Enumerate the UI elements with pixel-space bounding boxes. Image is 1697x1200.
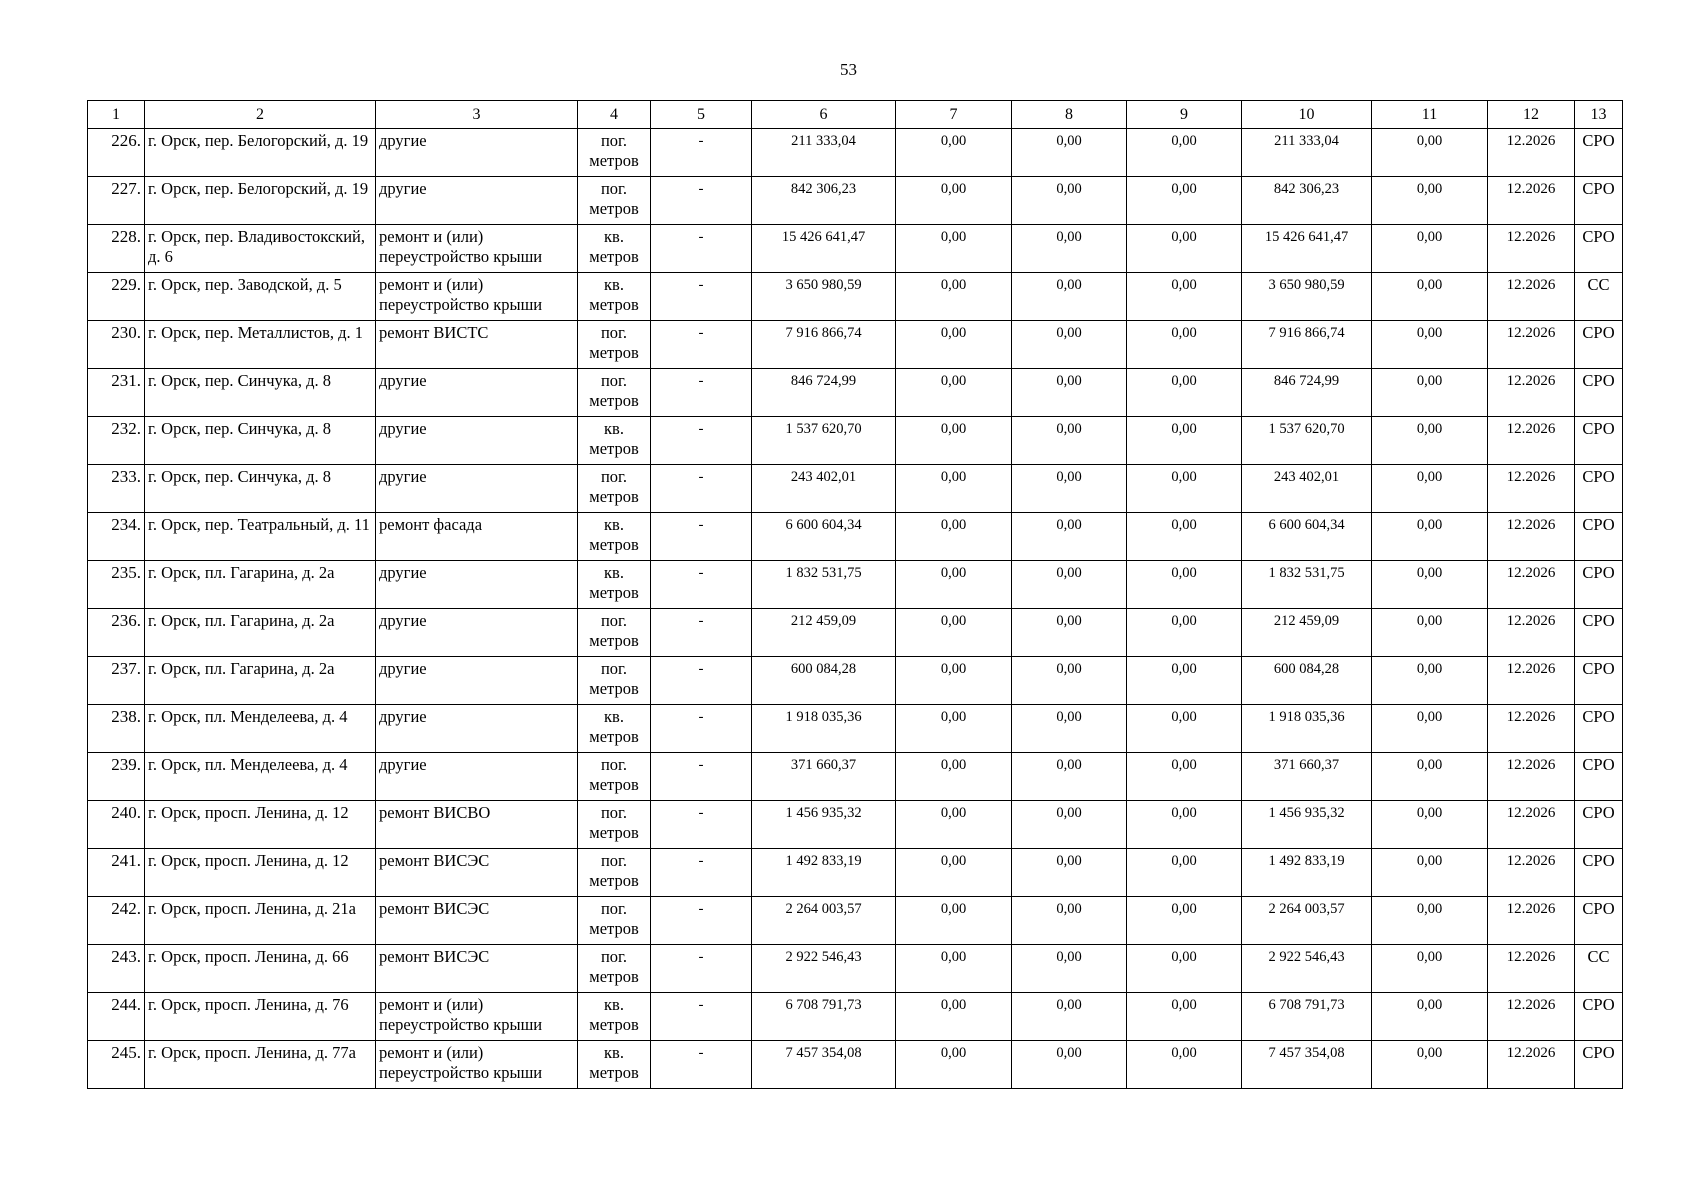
local-funds-cell: 0,00 — [1127, 273, 1242, 321]
fund-method-cell: СРО — [1575, 1041, 1623, 1089]
volume-cell: - — [651, 177, 752, 225]
other-funds-cell: 0,00 — [1372, 465, 1488, 513]
deadline-cell: 12.2026 — [1488, 513, 1575, 561]
unit-cell: пог. метров — [578, 609, 651, 657]
column-header: 11 — [1372, 101, 1488, 129]
table-row — [88, 321, 1623, 369]
other-funds-cell: 0,00 — [1372, 129, 1488, 177]
fund-method-cell: СРО — [1575, 513, 1623, 561]
regional-funds-cell: 0,00 — [1012, 897, 1127, 945]
total-cost-cell: 212 459,09 — [752, 609, 896, 657]
other-funds-cell: 0,00 — [1372, 561, 1488, 609]
table-row — [88, 609, 1623, 657]
owner-funds-cell: 842 306,23 — [1242, 177, 1372, 225]
work-type-cell: ремонт и (или) переустройство крыши — [376, 225, 578, 273]
row-number-cell: 243. — [88, 945, 145, 993]
owner-funds-cell: 1 832 531,75 — [1242, 561, 1372, 609]
unit-cell: кв. метров — [578, 1041, 651, 1089]
federal-funds-cell: 0,00 — [896, 321, 1012, 369]
fund-method-cell: СРО — [1575, 465, 1623, 513]
table-row — [88, 993, 1623, 1041]
row-number-cell: 244. — [88, 993, 145, 1041]
unit-cell: кв. метров — [578, 417, 651, 465]
unit-cell: кв. метров — [578, 993, 651, 1041]
unit-cell: пог. метров — [578, 657, 651, 705]
fund-method-cell: СРО — [1575, 225, 1623, 273]
table-row — [88, 801, 1623, 849]
total-cost-cell: 15 426 641,47 — [752, 225, 896, 273]
federal-funds-cell: 0,00 — [896, 801, 1012, 849]
regional-funds-cell: 0,00 — [1012, 945, 1127, 993]
local-funds-cell: 0,00 — [1127, 129, 1242, 177]
total-cost-cell: 6 708 791,73 — [752, 993, 896, 1041]
volume-cell: - — [651, 753, 752, 801]
federal-funds-cell: 0,00 — [896, 609, 1012, 657]
total-cost-cell: 243 402,01 — [752, 465, 896, 513]
unit-cell: пог. метров — [578, 369, 651, 417]
address-cell: г. Орск, пл. Менделеева, д. 4 — [145, 705, 376, 753]
local-funds-cell: 0,00 — [1127, 657, 1242, 705]
fund-method-cell: СРО — [1575, 993, 1623, 1041]
local-funds-cell: 0,00 — [1127, 417, 1242, 465]
owner-funds-cell: 15 426 641,47 — [1242, 225, 1372, 273]
total-cost-cell: 842 306,23 — [752, 177, 896, 225]
volume-cell: - — [651, 321, 752, 369]
row-number-cell: 235. — [88, 561, 145, 609]
volume-cell: - — [651, 465, 752, 513]
regional-funds-cell: 0,00 — [1012, 657, 1127, 705]
unit-cell: пог. метров — [578, 129, 651, 177]
unit-cell: пог. метров — [578, 945, 651, 993]
volume-cell: - — [651, 225, 752, 273]
other-funds-cell: 0,00 — [1372, 705, 1488, 753]
deadline-cell: 12.2026 — [1488, 657, 1575, 705]
table-row — [88, 177, 1623, 225]
table-body — [88, 129, 1623, 1089]
address-cell: г. Орск, пл. Гагарина, д. 2а — [145, 561, 376, 609]
volume-cell: - — [651, 849, 752, 897]
total-cost-cell: 3 650 980,59 — [752, 273, 896, 321]
column-header: 6 — [752, 101, 896, 129]
local-funds-cell: 0,00 — [1127, 753, 1242, 801]
federal-funds-cell: 0,00 — [896, 657, 1012, 705]
fund-method-cell: СРО — [1575, 129, 1623, 177]
table-row — [88, 705, 1623, 753]
work-type-cell: другие — [376, 561, 578, 609]
row-number-cell: 242. — [88, 897, 145, 945]
total-cost-cell: 1 918 035,36 — [752, 705, 896, 753]
table-header — [88, 101, 1623, 129]
other-funds-cell: 0,00 — [1372, 321, 1488, 369]
column-header: 1 — [88, 101, 145, 129]
work-type-cell: ремонт и (или) переустройство крыши — [376, 273, 578, 321]
column-header: 10 — [1242, 101, 1372, 129]
column-header: 8 — [1012, 101, 1127, 129]
federal-funds-cell: 0,00 — [896, 561, 1012, 609]
unit-cell: пог. метров — [578, 177, 651, 225]
row-number-cell: 240. — [88, 801, 145, 849]
regional-funds-cell: 0,00 — [1012, 993, 1127, 1041]
owner-funds-cell: 1 537 620,70 — [1242, 417, 1372, 465]
address-cell: г. Орск, пл. Гагарина, д. 2а — [145, 609, 376, 657]
deadline-cell: 12.2026 — [1488, 273, 1575, 321]
address-cell: г. Орск, пер. Театральный, д. 11 — [145, 513, 376, 561]
table-row — [88, 849, 1623, 897]
row-number-cell: 227. — [88, 177, 145, 225]
address-cell: г. Орск, просп. Ленина, д. 21а — [145, 897, 376, 945]
volume-cell: - — [651, 561, 752, 609]
owner-funds-cell: 243 402,01 — [1242, 465, 1372, 513]
other-funds-cell: 0,00 — [1372, 273, 1488, 321]
total-cost-cell: 7 457 354,08 — [752, 1041, 896, 1089]
address-cell: г. Орск, пер. Белогорский, д. 19 — [145, 129, 376, 177]
local-funds-cell: 0,00 — [1127, 369, 1242, 417]
row-number-cell: 237. — [88, 657, 145, 705]
volume-cell: - — [651, 945, 752, 993]
volume-cell: - — [651, 705, 752, 753]
fund-method-cell: СРО — [1575, 369, 1623, 417]
owner-funds-cell: 6 708 791,73 — [1242, 993, 1372, 1041]
work-type-cell: другие — [376, 465, 578, 513]
federal-funds-cell: 0,00 — [896, 1041, 1012, 1089]
federal-funds-cell: 0,00 — [896, 369, 1012, 417]
table-row — [88, 129, 1623, 177]
work-type-cell: ремонт ВИСВО — [376, 801, 578, 849]
address-cell: г. Орск, пл. Гагарина, д. 2а — [145, 657, 376, 705]
owner-funds-cell: 2 264 003,57 — [1242, 897, 1372, 945]
work-type-cell: ремонт и (или) переустройство крыши — [376, 993, 578, 1041]
column-header: 4 — [578, 101, 651, 129]
column-header: 5 — [651, 101, 752, 129]
regional-funds-cell: 0,00 — [1012, 705, 1127, 753]
unit-cell: пог. метров — [578, 801, 651, 849]
address-cell: г. Орск, просп. Ленина, д. 12 — [145, 849, 376, 897]
local-funds-cell: 0,00 — [1127, 945, 1242, 993]
address-cell: г. Орск, пер. Заводской, д. 5 — [145, 273, 376, 321]
fund-method-cell: СРО — [1575, 321, 1623, 369]
other-funds-cell: 0,00 — [1372, 993, 1488, 1041]
address-cell: г. Орск, пер. Синчука, д. 8 — [145, 417, 376, 465]
work-type-cell: другие — [376, 753, 578, 801]
row-number-cell: 230. — [88, 321, 145, 369]
deadline-cell: 12.2026 — [1488, 753, 1575, 801]
owner-funds-cell: 6 600 604,34 — [1242, 513, 1372, 561]
regional-funds-cell: 0,00 — [1012, 801, 1127, 849]
federal-funds-cell: 0,00 — [896, 417, 1012, 465]
other-funds-cell: 0,00 — [1372, 945, 1488, 993]
total-cost-cell: 1 537 620,70 — [752, 417, 896, 465]
column-header: 2 — [145, 101, 376, 129]
unit-cell: кв. метров — [578, 561, 651, 609]
row-number-cell: 234. — [88, 513, 145, 561]
table-row — [88, 897, 1623, 945]
local-funds-cell: 0,00 — [1127, 801, 1242, 849]
table-row — [88, 945, 1623, 993]
row-number-cell: 245. — [88, 1041, 145, 1089]
table-row — [88, 561, 1623, 609]
regional-funds-cell: 0,00 — [1012, 225, 1127, 273]
owner-funds-cell: 7 457 354,08 — [1242, 1041, 1372, 1089]
row-number-cell: 229. — [88, 273, 145, 321]
table-row — [88, 513, 1623, 561]
local-funds-cell: 0,00 — [1127, 849, 1242, 897]
regional-funds-cell: 0,00 — [1012, 561, 1127, 609]
deadline-cell: 12.2026 — [1488, 609, 1575, 657]
other-funds-cell: 0,00 — [1372, 849, 1488, 897]
table-row — [88, 369, 1623, 417]
deadline-cell: 12.2026 — [1488, 369, 1575, 417]
regional-funds-cell: 0,00 — [1012, 465, 1127, 513]
deadline-cell: 12.2026 — [1488, 849, 1575, 897]
address-cell: г. Орск, пер. Владивостокский, д. 6 — [145, 225, 376, 273]
deadline-cell: 12.2026 — [1488, 225, 1575, 273]
fund-method-cell: СРО — [1575, 801, 1623, 849]
fund-method-cell: СРО — [1575, 705, 1623, 753]
row-number-cell: 236. — [88, 609, 145, 657]
deadline-cell: 12.2026 — [1488, 465, 1575, 513]
address-cell: г. Орск, просп. Ленина, д. 66 — [145, 945, 376, 993]
federal-funds-cell: 0,00 — [896, 177, 1012, 225]
capital-repair-table — [87, 100, 1623, 1089]
row-number-cell: 231. — [88, 369, 145, 417]
total-cost-cell: 211 333,04 — [752, 129, 896, 177]
regional-funds-cell: 0,00 — [1012, 513, 1127, 561]
fund-method-cell: СРО — [1575, 177, 1623, 225]
fund-method-cell: СС — [1575, 945, 1623, 993]
deadline-cell: 12.2026 — [1488, 993, 1575, 1041]
local-funds-cell: 0,00 — [1127, 609, 1242, 657]
fund-method-cell: СРО — [1575, 753, 1623, 801]
fund-method-cell: СРО — [1575, 561, 1623, 609]
federal-funds-cell: 0,00 — [896, 993, 1012, 1041]
regional-funds-cell: 0,00 — [1012, 1041, 1127, 1089]
other-funds-cell: 0,00 — [1372, 897, 1488, 945]
deadline-cell: 12.2026 — [1488, 177, 1575, 225]
total-cost-cell: 846 724,99 — [752, 369, 896, 417]
work-type-cell: ремонт и (или) переустройство крыши — [376, 1041, 578, 1089]
unit-cell: пог. метров — [578, 321, 651, 369]
address-cell: г. Орск, просп. Ленина, д. 12 — [145, 801, 376, 849]
local-funds-cell: 0,00 — [1127, 465, 1242, 513]
header-row — [88, 101, 1623, 129]
unit-cell: пог. метров — [578, 465, 651, 513]
deadline-cell: 12.2026 — [1488, 1041, 1575, 1089]
other-funds-cell: 0,00 — [1372, 801, 1488, 849]
owner-funds-cell: 600 084,28 — [1242, 657, 1372, 705]
other-funds-cell: 0,00 — [1372, 369, 1488, 417]
deadline-cell: 12.2026 — [1488, 945, 1575, 993]
address-cell: г. Орск, просп. Ленина, д. 76 — [145, 993, 376, 1041]
local-funds-cell: 0,00 — [1127, 561, 1242, 609]
volume-cell: - — [651, 1041, 752, 1089]
volume-cell: - — [651, 369, 752, 417]
regional-funds-cell: 0,00 — [1012, 321, 1127, 369]
table-row — [88, 225, 1623, 273]
regional-funds-cell: 0,00 — [1012, 417, 1127, 465]
other-funds-cell: 0,00 — [1372, 513, 1488, 561]
address-cell: г. Орск, пер. Металлистов, д. 1 — [145, 321, 376, 369]
page-number: 53 — [840, 60, 857, 79]
column-header: 7 — [896, 101, 1012, 129]
federal-funds-cell: 0,00 — [896, 129, 1012, 177]
volume-cell: - — [651, 273, 752, 321]
work-type-cell: другие — [376, 417, 578, 465]
deadline-cell: 12.2026 — [1488, 561, 1575, 609]
address-cell: г. Орск, пер. Синчука, д. 8 — [145, 369, 376, 417]
federal-funds-cell: 0,00 — [896, 897, 1012, 945]
table-row — [88, 417, 1623, 465]
owner-funds-cell: 371 660,37 — [1242, 753, 1372, 801]
federal-funds-cell: 0,00 — [896, 465, 1012, 513]
local-funds-cell: 0,00 — [1127, 705, 1242, 753]
unit-cell: пог. метров — [578, 753, 651, 801]
owner-funds-cell: 1 492 833,19 — [1242, 849, 1372, 897]
table-row — [88, 657, 1623, 705]
volume-cell: - — [651, 897, 752, 945]
unit-cell: кв. метров — [578, 705, 651, 753]
owner-funds-cell: 2 922 546,43 — [1242, 945, 1372, 993]
other-funds-cell: 0,00 — [1372, 1041, 1488, 1089]
local-funds-cell: 0,00 — [1127, 993, 1242, 1041]
other-funds-cell: 0,00 — [1372, 609, 1488, 657]
table-row — [88, 465, 1623, 513]
volume-cell: - — [651, 657, 752, 705]
work-type-cell: другие — [376, 129, 578, 177]
row-number-cell: 228. — [88, 225, 145, 273]
column-header: 12 — [1488, 101, 1575, 129]
address-cell: г. Орск, просп. Ленина, д. 77а — [145, 1041, 376, 1089]
volume-cell: - — [651, 993, 752, 1041]
regional-funds-cell: 0,00 — [1012, 609, 1127, 657]
owner-funds-cell: 846 724,99 — [1242, 369, 1372, 417]
regional-funds-cell: 0,00 — [1012, 129, 1127, 177]
local-funds-cell: 0,00 — [1127, 177, 1242, 225]
column-header: 13 — [1575, 101, 1623, 129]
total-cost-cell: 600 084,28 — [752, 657, 896, 705]
local-funds-cell: 0,00 — [1127, 321, 1242, 369]
other-funds-cell: 0,00 — [1372, 657, 1488, 705]
other-funds-cell: 0,00 — [1372, 225, 1488, 273]
unit-cell: кв. метров — [578, 225, 651, 273]
row-number-cell: 241. — [88, 849, 145, 897]
work-type-cell: ремонт фасада — [376, 513, 578, 561]
total-cost-cell: 6 600 604,34 — [752, 513, 896, 561]
column-header: 9 — [1127, 101, 1242, 129]
other-funds-cell: 0,00 — [1372, 177, 1488, 225]
total-cost-cell: 1 456 935,32 — [752, 801, 896, 849]
volume-cell: - — [651, 513, 752, 561]
column-header: 3 — [376, 101, 578, 129]
unit-cell: пог. метров — [578, 849, 651, 897]
table-row — [88, 753, 1623, 801]
total-cost-cell: 1 492 833,19 — [752, 849, 896, 897]
regional-funds-cell: 0,00 — [1012, 369, 1127, 417]
owner-funds-cell: 7 916 866,74 — [1242, 321, 1372, 369]
federal-funds-cell: 0,00 — [896, 945, 1012, 993]
deadline-cell: 12.2026 — [1488, 897, 1575, 945]
work-type-cell: ремонт ВИСЭС — [376, 897, 578, 945]
federal-funds-cell: 0,00 — [896, 513, 1012, 561]
federal-funds-cell: 0,00 — [896, 753, 1012, 801]
total-cost-cell: 371 660,37 — [752, 753, 896, 801]
fund-method-cell: СС — [1575, 273, 1623, 321]
regional-funds-cell: 0,00 — [1012, 273, 1127, 321]
work-type-cell: другие — [376, 657, 578, 705]
deadline-cell: 12.2026 — [1488, 321, 1575, 369]
address-cell: г. Орск, пл. Менделеева, д. 4 — [145, 753, 376, 801]
local-funds-cell: 0,00 — [1127, 225, 1242, 273]
deadline-cell: 12.2026 — [1488, 705, 1575, 753]
deadline-cell: 12.2026 — [1488, 417, 1575, 465]
work-type-cell: другие — [376, 177, 578, 225]
owner-funds-cell: 1 918 035,36 — [1242, 705, 1372, 753]
row-number-cell: 232. — [88, 417, 145, 465]
work-type-cell: другие — [376, 609, 578, 657]
local-funds-cell: 0,00 — [1127, 1041, 1242, 1089]
fund-method-cell: СРО — [1575, 657, 1623, 705]
table-row — [88, 273, 1623, 321]
regional-funds-cell: 0,00 — [1012, 177, 1127, 225]
row-number-cell: 226. — [88, 129, 145, 177]
other-funds-cell: 0,00 — [1372, 753, 1488, 801]
volume-cell: - — [651, 417, 752, 465]
work-type-cell: ремонт ВИСЭС — [376, 945, 578, 993]
owner-funds-cell: 211 333,04 — [1242, 129, 1372, 177]
volume-cell: - — [651, 129, 752, 177]
federal-funds-cell: 0,00 — [896, 849, 1012, 897]
total-cost-cell: 2 264 003,57 — [752, 897, 896, 945]
total-cost-cell: 7 916 866,74 — [752, 321, 896, 369]
row-number-cell: 233. — [88, 465, 145, 513]
fund-method-cell: СРО — [1575, 417, 1623, 465]
owner-funds-cell: 3 650 980,59 — [1242, 273, 1372, 321]
address-cell: г. Орск, пер. Белогорский, д. 19 — [145, 177, 376, 225]
regional-funds-cell: 0,00 — [1012, 753, 1127, 801]
deadline-cell: 12.2026 — [1488, 129, 1575, 177]
regional-funds-cell: 0,00 — [1012, 849, 1127, 897]
deadline-cell: 12.2026 — [1488, 801, 1575, 849]
work-type-cell: другие — [376, 705, 578, 753]
federal-funds-cell: 0,00 — [896, 225, 1012, 273]
work-type-cell: ремонт ВИСТС — [376, 321, 578, 369]
fund-method-cell: СРО — [1575, 897, 1623, 945]
volume-cell: - — [651, 801, 752, 849]
row-number-cell: 238. — [88, 705, 145, 753]
table-row — [88, 1041, 1623, 1089]
federal-funds-cell: 0,00 — [896, 273, 1012, 321]
row-number-cell: 239. — [88, 753, 145, 801]
work-type-cell: ремонт ВИСЭС — [376, 849, 578, 897]
fund-method-cell: СРО — [1575, 849, 1623, 897]
fund-method-cell: СРО — [1575, 609, 1623, 657]
work-type-cell: другие — [376, 369, 578, 417]
federal-funds-cell: 0,00 — [896, 705, 1012, 753]
other-funds-cell: 0,00 — [1372, 417, 1488, 465]
unit-cell: кв. метров — [578, 513, 651, 561]
volume-cell: - — [651, 609, 752, 657]
local-funds-cell: 0,00 — [1127, 897, 1242, 945]
total-cost-cell: 2 922 546,43 — [752, 945, 896, 993]
owner-funds-cell: 212 459,09 — [1242, 609, 1372, 657]
total-cost-cell: 1 832 531,75 — [752, 561, 896, 609]
unit-cell: кв. метров — [578, 273, 651, 321]
owner-funds-cell: 1 456 935,32 — [1242, 801, 1372, 849]
unit-cell: пог. метров — [578, 897, 651, 945]
address-cell: г. Орск, пер. Синчука, д. 8 — [145, 465, 376, 513]
local-funds-cell: 0,00 — [1127, 513, 1242, 561]
